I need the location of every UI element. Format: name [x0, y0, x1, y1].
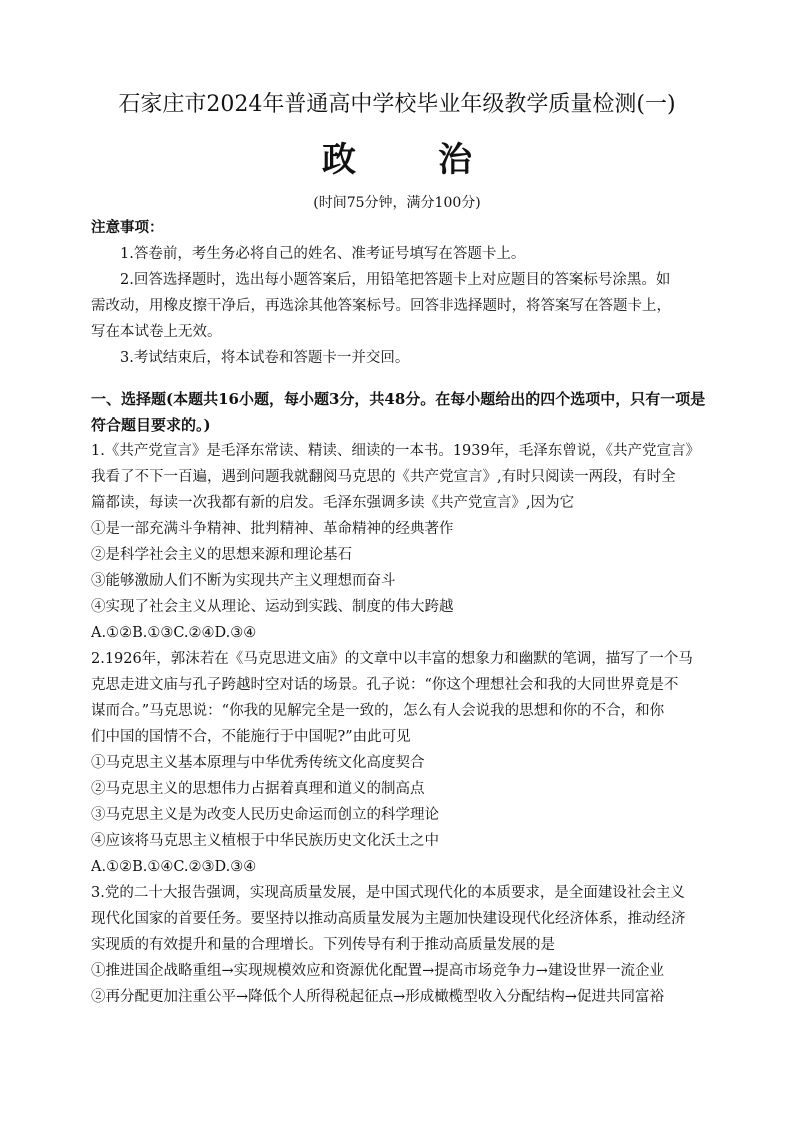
notice-heading: 注意事项：	[91, 219, 164, 236]
section-gap	[91, 371, 717, 386]
q2-option-4: ④应该将马克思主义植根于中华民族历史文化沃土之中	[91, 833, 439, 849]
q3-option-2: ②再分配更加注重公平→降低个人所得税起征点→形成橄榄型收入分配结构→促进共同富裕	[91, 989, 664, 1005]
q2-option-3: ③马克思主义是为改变人民历史命运而创立的科学理论	[91, 807, 439, 823]
q3-stem-line-3: 实现质的有效提升和量的合理增长。下列传导有利于推动高质量发展的是	[91, 937, 555, 953]
q3-stem-line-1: 3.党的二十大报告强调，实现高质量发展，是中国式现代化的本质要求，是全面建设社会主义	[91, 885, 685, 901]
q1-option-4: ④实现了社会主义从理论、运动到实践、制度的伟大跨越	[91, 599, 454, 615]
exam-title: 石家庄市2024年普通高中学校毕业年级教学质量检测(一)	[118, 92, 676, 117]
q2-stem-line-1: 2.1926年，郭沫若在《马克思进文庙》的文章中以丰富的想象力和幽默的笔调，描写了一个马	[91, 651, 693, 667]
notice-item-2-line-1: 2.回答选择题时，选出每小题答案后，用铅笔把答题卡上对应题目的答案标号涂黑。如	[120, 272, 671, 288]
q2-stem-line-2: 克思走进文庙与孔子跨越时空对话的场景。孔子说：“你这个理想社会和我的大同世界竟是不	[91, 677, 679, 693]
notice-item-3: 3.考试结束后，将本试卷和答题卡一并交回。	[120, 350, 410, 366]
q2-option-1: ①马克思主义基本原理与中华优秀传统文化高度契合	[91, 755, 425, 771]
notice-item-1: 1.答卷前，考生务必将自己的姓名、准考证号填写在答题卡上。	[120, 246, 526, 262]
q1-option-1: ①是一部充满斗争精神、批判精神、革命精神的经典著作	[91, 521, 454, 537]
q1-option-2: ②是科学社会主义的思想来源和理论基石	[91, 547, 352, 563]
q1-stem-line-1: 1.《共产党宣言》是毛泽东常读、精读、细读的一本书。1939年，毛泽东曾说，《共产党宣言》	[91, 443, 700, 459]
section-1-heading-line-1: 一、选择题(本题共16小题，每小题3分，共48分。在每小题给出的四个选项中，只有一项是	[91, 390, 706, 408]
notice-item-2-line-3: 写在本试卷上无效。	[91, 324, 222, 340]
q2-stem-line-3: 谋而合。”马克思说：“你我的见解完全是一致的，怎么有人会说我的思想和你的不合，和你	[91, 703, 665, 719]
exam-content	[91, 215, 717, 1010]
notice-item-2-line-2: 需改动，用橡皮擦干净后，再选涂其他答案标号。回答非选择题时，将答案写在答题卡上，	[91, 298, 671, 314]
q1-stem-line-2: 我看了不下一百遍，遇到问题我就翻阅马克思的《共产党宣言》,有时只阅读一两段，有时全	[91, 469, 676, 485]
q3-stem-line-2: 现代化国家的首要任务。要坚持以推动高质量发展为主题加快建设现代化经济体系，推动经济	[91, 911, 686, 927]
q1-stem-line-3: 篇都读，每读一次我都有新的启发。毛泽东强调多读《共产党宣言》,因为它	[91, 495, 575, 511]
q1-choices: A.①②B.①③C.②④D.③④	[91, 625, 257, 641]
q2-choices: A.①②B.①④C.②③D.③④	[91, 859, 257, 875]
q2-stem-line-4: 们中国的国情不合，不能施行于中国呢?”由此可见	[91, 729, 411, 745]
q2-option-2: ②马克思主义的思想伟力占据着真理和道义的制高点	[91, 781, 425, 797]
subject-title: 政 治	[322, 140, 496, 180]
q1-option-3: ③能够激励人们不断为实现共产主义理想而奋斗	[91, 573, 396, 589]
time-note: (时间75分钟，满分100分)	[313, 195, 481, 211]
section-1-heading-line-2: 符合题目要求的。)	[91, 416, 211, 434]
q3-option-1: ①推进国企战略重组→实现规模效应和资源优化配置→提高市场竞争力→建设世界一流企业	[91, 963, 664, 979]
